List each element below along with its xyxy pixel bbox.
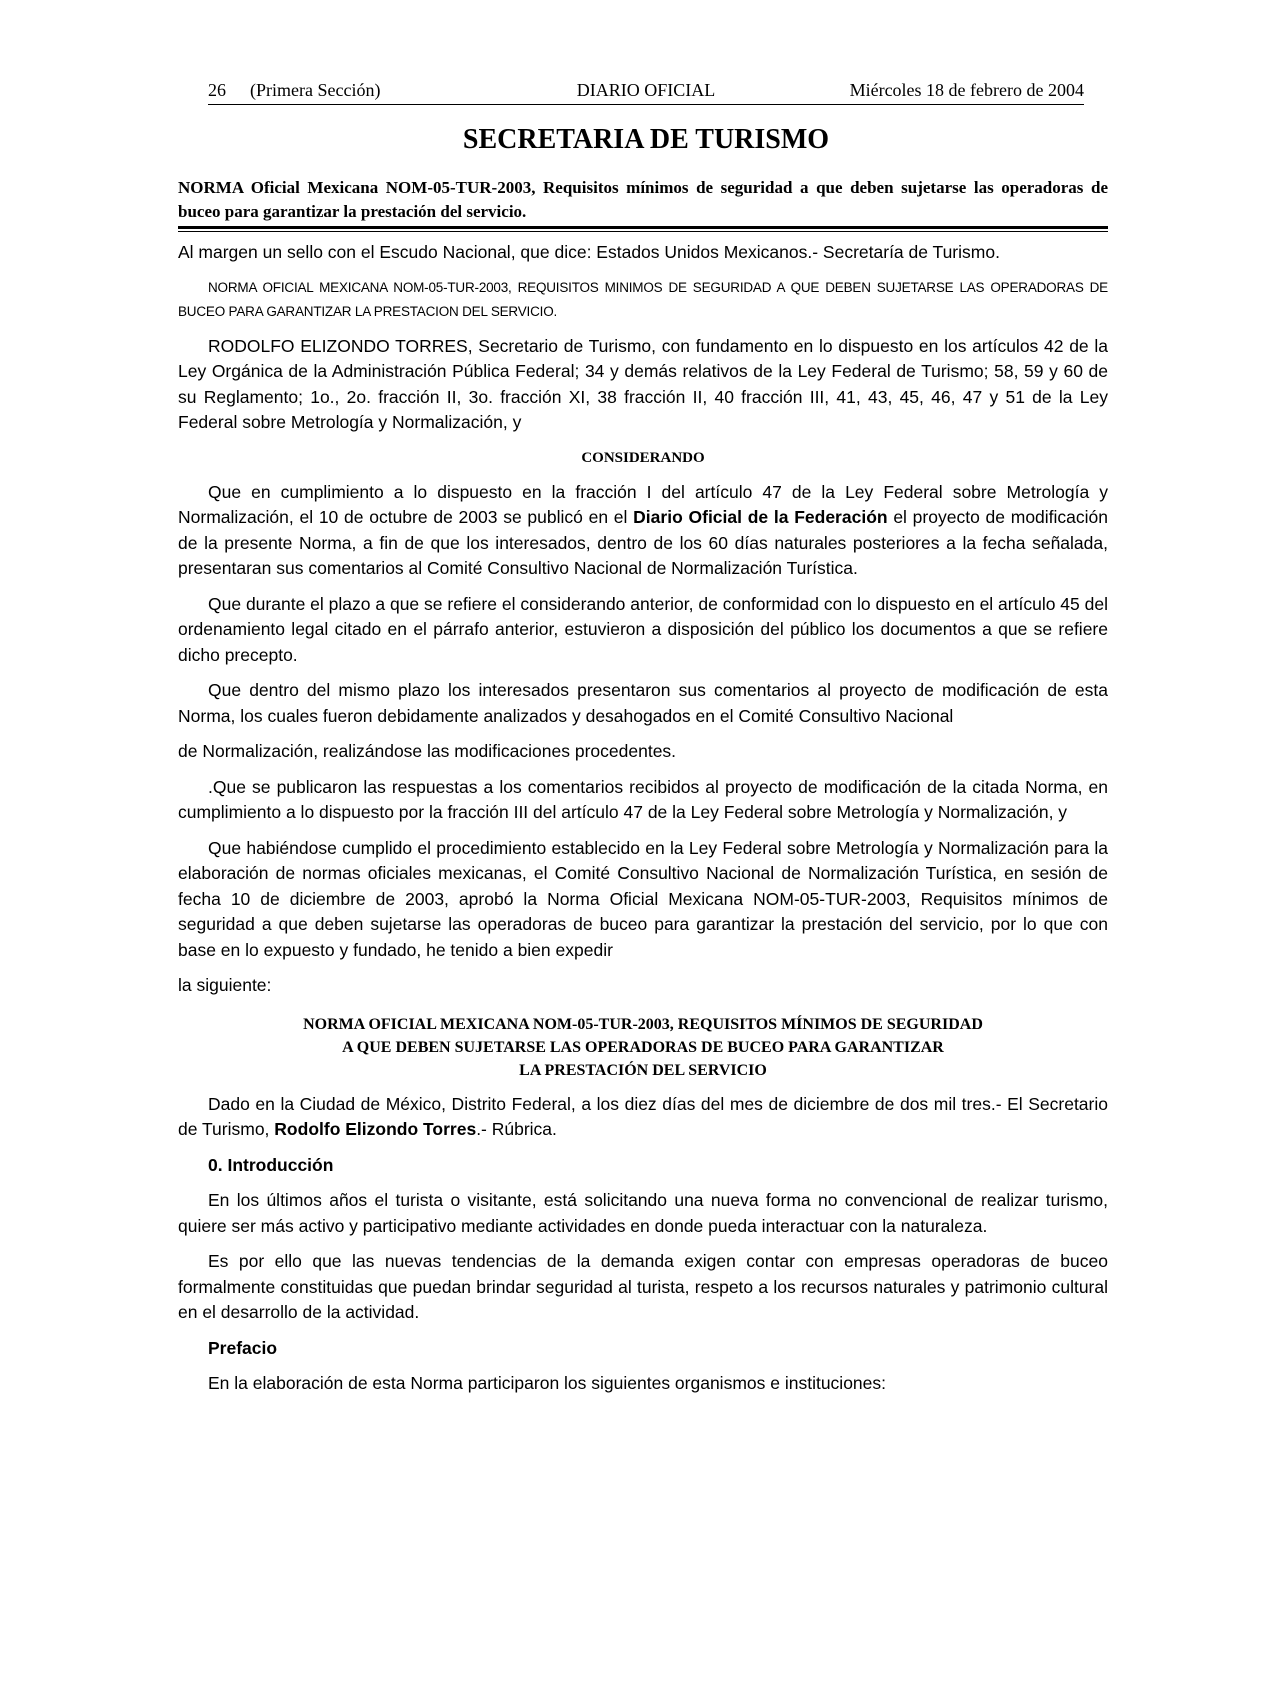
considerando-paragraph-5a: Que habiéndose cumplido el procedimiento establecido en la Ley Federal sobre Metrología y Normalización para la elaboración de normas oficiales mexicanas, el Comité Consultivo Nacional de Normalización Turística, en sesión de fecha 10 de diciembre de 2003, aprobó la Norma Oficial Mexicana NOM-05-TUR-2003, Requisitos mínimos de seguridad a que deben sujetarse las operadoras de buceo para garantizar la prestación del servicio, por lo que con base en lo expuesto y fundado, he tenido a bien expedir: [178, 837, 1108, 960]
margin-note: Al margen un sello con el Escudo Nacional, que dice: Estados Unidos Mexicanos.- Secretaría de Turismo.: [178, 242, 1000, 262]
introduction-paragraph-1: En los últimos años el turista o visitante, está solicitando una nueva forma no convencional de realizar turismo, quiere ser más activo y participativo mediante actividades en donde pueda interactuar con la naturaleza.: [178, 1190, 1108, 1236]
considerando-1-text-a: Que en cumplimiento a lo dispuesto en la fracción I del artículo 47 de la Ley Federal sobre Metrología y Normalización, el 10 de octubre de 2003 se publicó en el: [178, 481, 1108, 527]
introduction-paragraph-2: Es por ello que las nuevas tendencias de la demanda exigen contar con empresas operadoras de buceo formalmente constituidas que puedan brindar seguridad al turista, respeto a los recursos naturales y patrimonio cultural en el desarrollo de la actividad.: [178, 1251, 1108, 1322]
section-title: SECRETARIA DE TURISMO: [462, 124, 830, 155]
prefacio-heading: Prefacio: [208, 1337, 278, 1358]
signatory-name: Rodolfo Elizondo Torres: [274, 1119, 477, 1139]
heading-thin-rule: [178, 231, 1108, 232]
heading-thick-rule: [178, 226, 1108, 229]
dado-paragraph: [178, 1092, 1108, 1143]
introduction-heading: 0. Introducción: [208, 1154, 334, 1175]
considerando-paragraph-3b: de Normalización, realizándose las modificaciones procedentes.: [178, 741, 677, 761]
norma-title-block: [178, 1013, 1108, 1082]
norma-title-line-2: A QUE DEBEN SUJETARSE LAS OPERADORAS DE BUCEO PARA GARANTIZAR: [342, 1038, 944, 1056]
header-rule: [208, 104, 1084, 105]
considerando-heading: CONSIDERANDO: [581, 449, 705, 466]
page-number: 26: [208, 80, 226, 100]
norma-title-line-3: LA PRESTACIÓN DEL SERVICIO: [519, 1061, 767, 1079]
considerando-paragraph-3a: Que dentro del mismo plazo los interesados presentaron sus comentarios al proyecto de modificación de esta Norma, los cuales fueron debidamente analizados y desahogados en el Comité Consultivo Nacional: [178, 680, 1108, 726]
prefacio-paragraph-1: En la elaboración de esta Norma participaron los siguientes organismos e instituciones:: [208, 1373, 887, 1393]
dado-text-b: .- Rúbrica.: [476, 1119, 557, 1139]
considerando-1-text-b: el proyecto de modificación de la presente Norma, a fin de que los interesados, dentro de los 60 días naturales posteriores a la fecha señalada, presentaran sus comentarios al Comité Consultivo Nacional de Normalización Turística.: [178, 507, 1109, 578]
page-header: [208, 80, 1084, 106]
publication-name: DIARIO OFICIAL: [576, 80, 716, 100]
dado-text-a: Dado en la Ciudad de México, Distrito Federal, a los diez días del mes de diciembre de dos mil tres.- El Secretario de Turismo,: [178, 1093, 1108, 1139]
diario-oficial-bold: Diario Oficial de la Federación: [633, 507, 888, 527]
caps-title: NORMA OFICIAL MEXICANA NOM-05-TUR-2003, REQUISITOS MINIMOS DE SEGURIDAD A QUE DEBEN SUJETARSE LAS OPERADORAS DE BUCEO PARA GARANTIZAR LA PRESTACION DEL SERVICIO.: [178, 279, 1108, 319]
intro-paragraph: RODOLFO ELIZONDO TORRES, Secretario de Turismo, con fundamento en lo dispuesto en los artículos 42 de la Ley Orgánica de la Administración Pública Federal; 34 y demás relativos de la Ley Federal de Turismo; 58, 59 y 60 de su Reglamento; 1o., 2o. fracción II, 3o. fracción XI, 38 fracción II, 40 fracción III, 41, 43, 45, 46, 47 y 51 de la Ley Federal sobre Metrología y Normalización, y: [178, 335, 1108, 432]
considerando-paragraph-5b: la siguiente:: [178, 975, 272, 995]
norma-title-line-1: NORMA OFICIAL MEXICANA NOM-05-TUR-2003, REQUISITOS MÍNIMOS DE SEGURIDAD: [303, 1015, 983, 1033]
publication-date: Miércoles 18 de febrero de 2004: [849, 80, 1084, 100]
section-label: (Primera Sección): [250, 80, 381, 100]
norma-heading: NORMA Oficial Mexicana NOM-05-TUR-2003, Requisitos mínimos de seguridad a que deben sujetarse las operadoras de buceo para garantizar la prestación del servicio.: [178, 178, 1108, 221]
document-body: [178, 240, 1108, 1407]
considerando-paragraph-4: .Que se publicaron las respuestas a los comentarios recibidos al proyecto de modificación de la citada Norma, en cumplimiento a lo dispuesto por la fracción III del artículo 47 de la Ley Federal sobre Metrología y Normalización, y: [178, 776, 1108, 822]
considerando-paragraph-2: Que durante el plazo a que se refiere el considerando anterior, de conformidad con lo dispuesto en el artículo 45 del ordenamiento legal citado en el párrafo anterior, estuvieron a disposición del público los documentos a que se refiere dicho precepto.: [178, 593, 1108, 665]
considerando-paragraph-1: [178, 480, 1108, 582]
